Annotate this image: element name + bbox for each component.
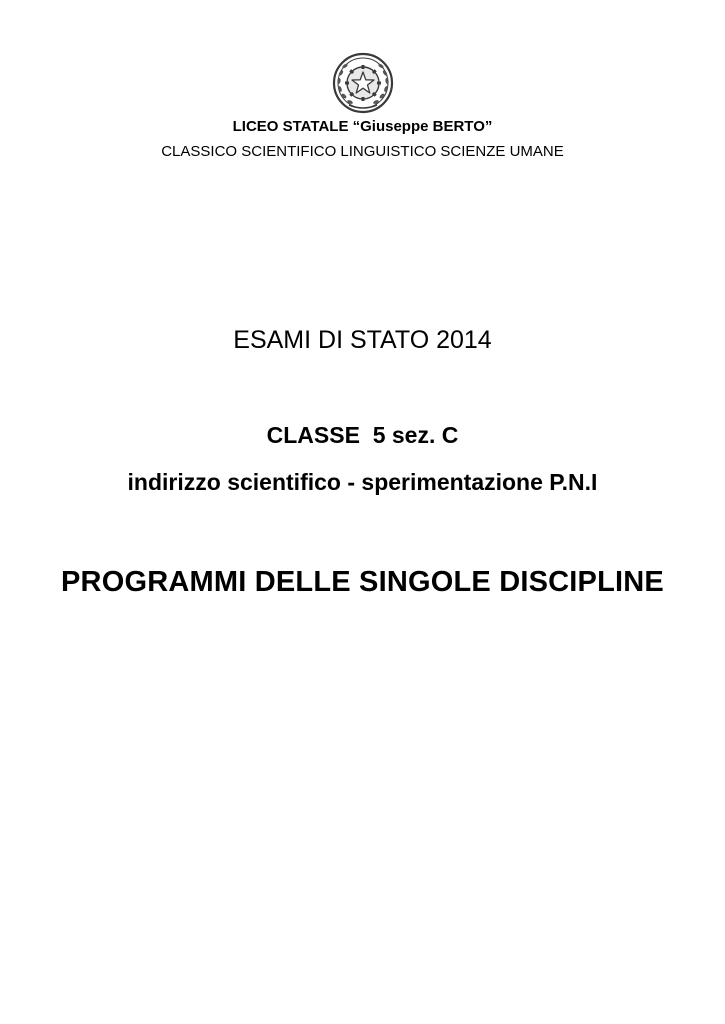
- class-track: indirizzo scientifico - sperimentazione P.N.I: [127, 469, 598, 495]
- school-tracks: CLASSICO SCIENTIFICO LINGUISTICO SCIENZE UMANE: [161, 143, 564, 160]
- document-title: PROGRAMMI DELLE SINGOLE DISCIPLINE: [61, 566, 664, 598]
- exam-title: ESAMI DI STATO 2014: [233, 326, 492, 354]
- school-name: LICEO STATALE “Giuseppe BERTO”: [232, 118, 493, 135]
- italian-republic-emblem-icon: [331, 51, 395, 115]
- class-label: CLASSE 5 sez. C: [266, 422, 459, 448]
